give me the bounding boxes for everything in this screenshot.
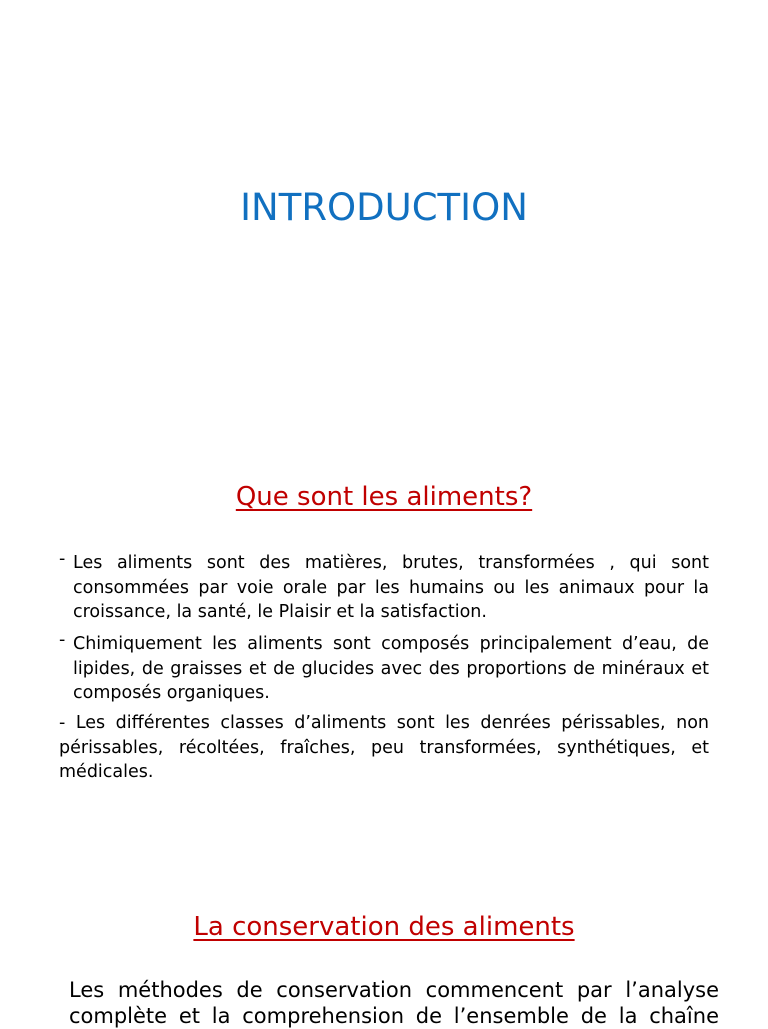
section-heading-conservation: La conservation des aliments bbox=[193, 912, 575, 942]
conservation-line-1: Les méthodes de conservation commencent par l’analyse bbox=[69, 978, 719, 1002]
bullet-item bbox=[59, 551, 709, 625]
bullet-text: Chimiquement les aliments sont composés principalement d’eau, de lipides, de graisses et de glucides avec des proportions de minéraux et composés organiques. bbox=[73, 634, 709, 703]
bullet-item bbox=[59, 632, 709, 706]
bullet-text: Les aliments sont des matières, brutes, transformées , qui sont consommées par voie orale par les humains ou les animaux pour la croissance, la santé, le Plaisir et la satisfaction. bbox=[73, 553, 709, 622]
section-heading-aliments: Que sont les aliments? bbox=[235, 482, 533, 512]
bullet-marker: - bbox=[59, 549, 66, 569]
page-title: INTRODUCTION bbox=[240, 186, 528, 229]
paragraph-classes: - Les différentes classes d’aliments sont les denrées périssables, non périssables, récoltées, fraîches, peu transformées, synthétiques, et médicales. bbox=[59, 713, 709, 782]
conservation-line-2: complète et la comprehension de l’ensemble de la chaîne bbox=[69, 1004, 719, 1028]
bullet-marker: - bbox=[59, 630, 66, 650]
